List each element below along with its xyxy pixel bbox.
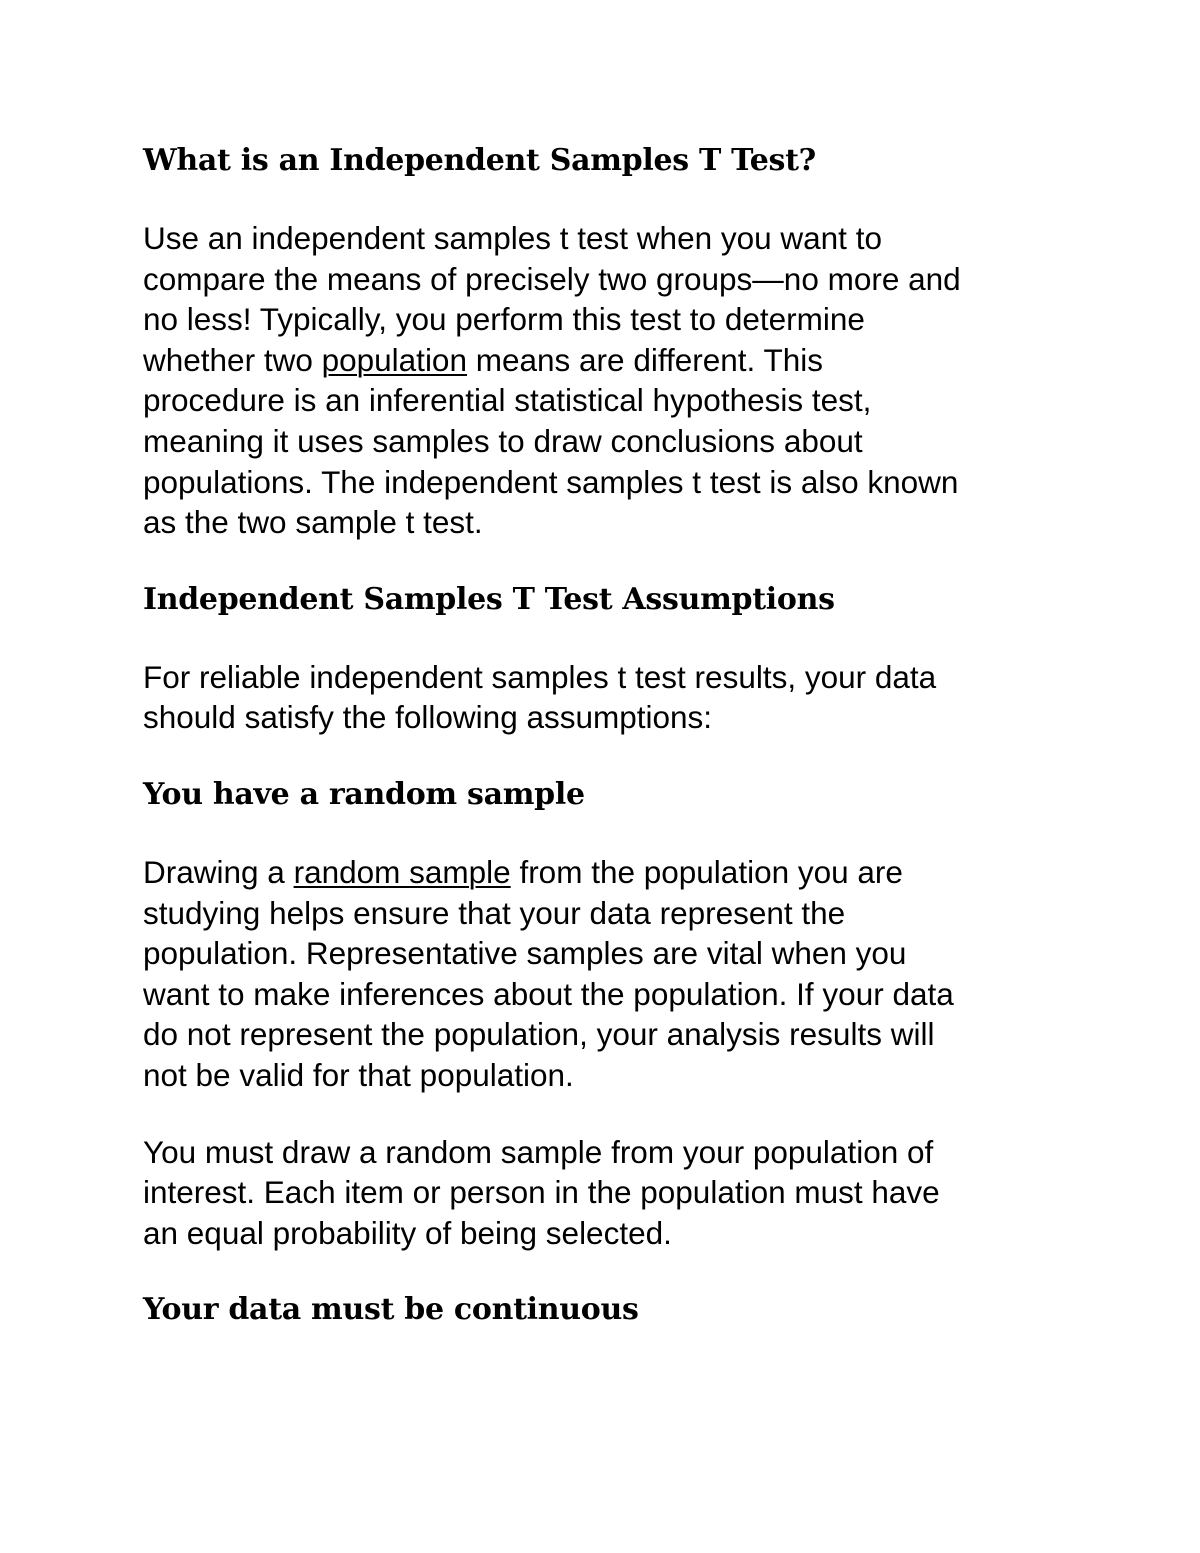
- text-line: not be valid for that population.: [143, 1056, 574, 1093]
- text-line: from the population you are: [510, 853, 903, 890]
- text-line: studying helps ensure that your data represent the: [143, 894, 846, 931]
- text-line: interest. Each item or person in the population must have: [143, 1174, 940, 1211]
- assumptions-paragraph: [143, 657, 1103, 738]
- text-line: compare the means of precisely two groups—no more and: [143, 260, 961, 297]
- section-heading-what-is: What is an Independent Samples T Test?: [143, 143, 816, 178]
- text-line: populations. The independent samples t test is also known: [143, 463, 959, 500]
- text-line: population. Representative samples are vital when you: [143, 935, 907, 972]
- population-link[interactable]: population: [321, 341, 467, 378]
- text-line: want to make inferences about the population. If your data: [143, 975, 954, 1012]
- text-line: Drawing a: [143, 853, 294, 890]
- text-line: Use an independent samples t test when you want to: [143, 220, 882, 256]
- intro-paragraph: [143, 218, 1103, 543]
- text-line: no less! Typically, you perform this test to determine: [143, 301, 865, 338]
- text-line: procedure is an inferential statistical hypothesis test,: [143, 382, 872, 419]
- section-heading-continuous: Your data must be continuous: [143, 1292, 639, 1328]
- random-sample-paragraph-2: [143, 1132, 1103, 1254]
- text-line: whether two: [143, 341, 322, 378]
- text-line: should satisfy the following assumptions:: [143, 699, 713, 736]
- section-heading-assumptions: Independent Samples T Test Assumptions: [143, 581, 835, 617]
- section-heading-random-sample: You have a random sample: [143, 776, 585, 812]
- text-line: an equal probability of being selected.: [143, 1214, 672, 1251]
- text-line: means are different. This: [466, 341, 824, 378]
- text-line: do not represent the population, your analysis results will: [143, 1016, 935, 1053]
- random-sample-link[interactable]: random sample: [293, 853, 511, 890]
- text-line: You must draw a random sample from your population of: [143, 1133, 934, 1170]
- text-line: For reliable independent samples t test results, your data: [143, 658, 937, 695]
- text-line: meaning it uses samples to draw conclusions about: [143, 422, 863, 459]
- document-page: [143, 140, 1103, 1331]
- text-line: as the two sample t test.: [143, 504, 483, 541]
- random-sample-paragraph-1: [143, 852, 1103, 1096]
